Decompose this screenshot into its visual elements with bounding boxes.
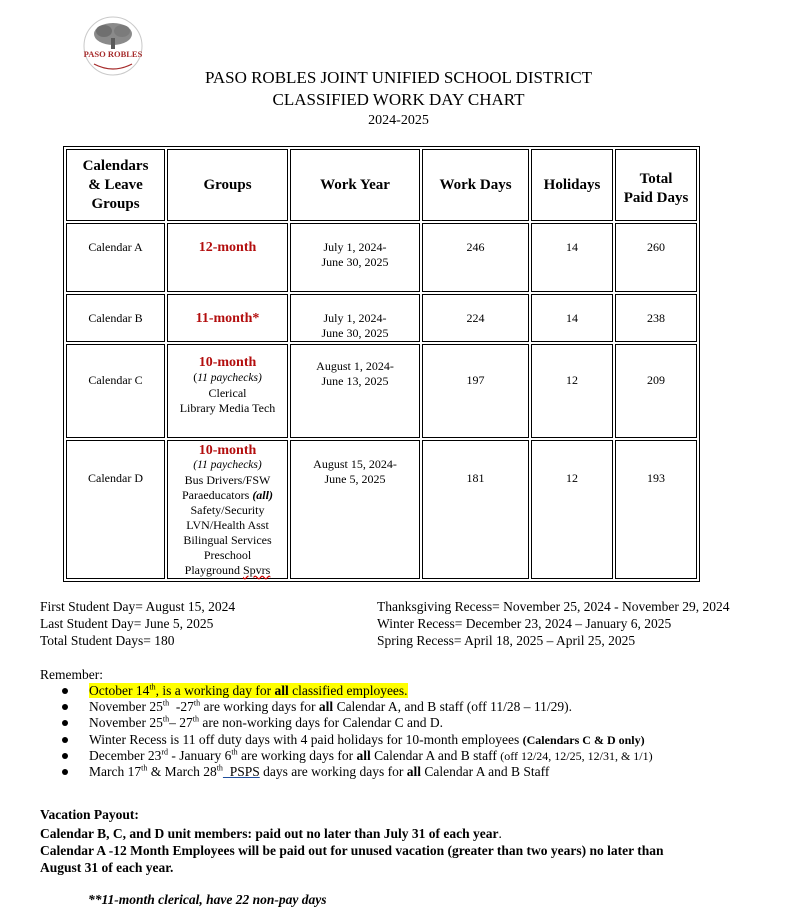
remember-label: Remember: [40, 667, 103, 682]
list-item: March 17th & March 28th PSPS days are working days for all Calendar A and B Staff [60, 764, 653, 780]
list-item: November 25th– 27th are non-working days for Calendar C and D. [60, 715, 653, 731]
total-paid-cell: 260 [615, 223, 697, 292]
col-header-calendars: Calendars & Leave Groups [66, 149, 165, 221]
bullet-icon [62, 704, 68, 710]
student-days-info [40, 598, 235, 649]
work-days-cell: 181 [422, 440, 529, 579]
vacation-payout [40, 806, 760, 876]
calendar-cell: Calendar B [66, 294, 165, 342]
spring-recess: Spring Recess= April 18, 2025 – April 25, 2025 [377, 633, 636, 648]
calendar-cell: Calendar A [66, 223, 165, 292]
list-item: Winter Recess is 11 off duty days with 4 paid holidays for 10-month employees (Calendars C & D only) [60, 732, 653, 748]
work-year-cell: August 15, 2024- June 5, 2025 [290, 440, 420, 579]
work-year-cell: July 1, 2024- June 30, 2025 [290, 294, 420, 342]
work-day-table [63, 146, 700, 582]
total-paid-cell: 209 [615, 344, 697, 438]
calendar-cell: Calendar C [66, 344, 165, 438]
total-paid-cell: 193 [615, 440, 697, 579]
table-row [66, 344, 697, 438]
bullet-icon [62, 753, 68, 759]
group-cell: 12-month [167, 223, 288, 292]
list-item: October 14th, is a working day for all classified employees. [60, 683, 653, 699]
bullet-icon [62, 737, 68, 743]
bullet-icon [62, 688, 68, 694]
col-header-work-days: Work Days [422, 149, 529, 221]
table-row [66, 440, 697, 579]
calendar-cell: Calendar D [66, 440, 165, 579]
remember-list [60, 683, 653, 780]
footnote: **11-month clerical, have 22 non-pay days [88, 892, 327, 907]
holidays-cell: 12 [531, 344, 613, 438]
vacation-line-2: Calendar A -12 Month Employees will be paid out for unused vacation (greater than two years) no later than [40, 843, 664, 858]
last-student-day: Last Student Day= June 5, 2025 [40, 616, 214, 631]
table-row [66, 223, 697, 292]
work-year-cell: August 1, 2024- June 13, 2025 [290, 344, 420, 438]
thanksgiving-recess: Thanksgiving Recess= November 25, 2024 - November 29, 2024 [377, 599, 730, 614]
work-days-cell: 224 [422, 294, 529, 342]
group-cell: 11-month* [167, 294, 288, 342]
holidays-cell: 12 [531, 440, 613, 579]
col-header-groups: Groups [167, 149, 288, 221]
table-row [66, 294, 697, 342]
recess-info [377, 598, 730, 649]
district-title: PASO ROBLES JOINT UNIFIED SCHOOL DISTRICT [204, 68, 593, 87]
first-student-day: First Student Day= August 15, 2024 [40, 599, 236, 614]
table-header-row [66, 149, 697, 221]
group-cell: 10-month (11 paychecks) Bus Drivers/FSW Paraeducators (all) Safety/Security LVN/Health Asst Bilingual Services Preschool Playground Spvrs [167, 440, 288, 579]
work-days-cell: 246 [422, 223, 529, 292]
school-year: 2024-2025 [368, 113, 429, 128]
chart-title: CLASSIFIED WORK DAY CHART [272, 90, 525, 109]
vacation-line-3: August 31 of each year. [40, 860, 174, 875]
vacation-title: Vacation Payout: [40, 807, 139, 822]
bullet-icon [62, 720, 68, 726]
col-header-holidays: Holidays [531, 149, 613, 221]
list-item: December 23rd - January 6th are working days for all Calendar A and B staff (off 12/24, 12/25, 12/31, & 1/1) [60, 748, 653, 764]
work-days-cell: 197 [422, 344, 529, 438]
list-item: November 25th -27th are working days for all Calendar A, and B staff (off 11/28 – 11/29). [60, 699, 653, 715]
total-student-days: Total Student Days= 180 [40, 633, 175, 648]
col-header-total-paid: Total Paid Days [615, 149, 697, 221]
total-paid-cell: 238 [615, 294, 697, 342]
holidays-cell: 14 [531, 294, 613, 342]
holidays-cell: 14 [531, 223, 613, 292]
col-header-work-year: Work Year [290, 149, 420, 221]
bullet-icon [62, 769, 68, 775]
svg-text:PASO ROBLES: PASO ROBLES [83, 49, 143, 59]
vacation-line-1: Calendar B, C, and D unit members: paid out no later than July 31 of each year. [40, 826, 502, 841]
work-year-cell: July 1, 2024- June 30, 2025 [290, 223, 420, 292]
winter-recess: Winter Recess= December 23, 2024 – January 6, 2025 [377, 616, 672, 631]
group-cell: 10-month (11 paychecks) Clerical Library Media Tech [167, 344, 288, 438]
